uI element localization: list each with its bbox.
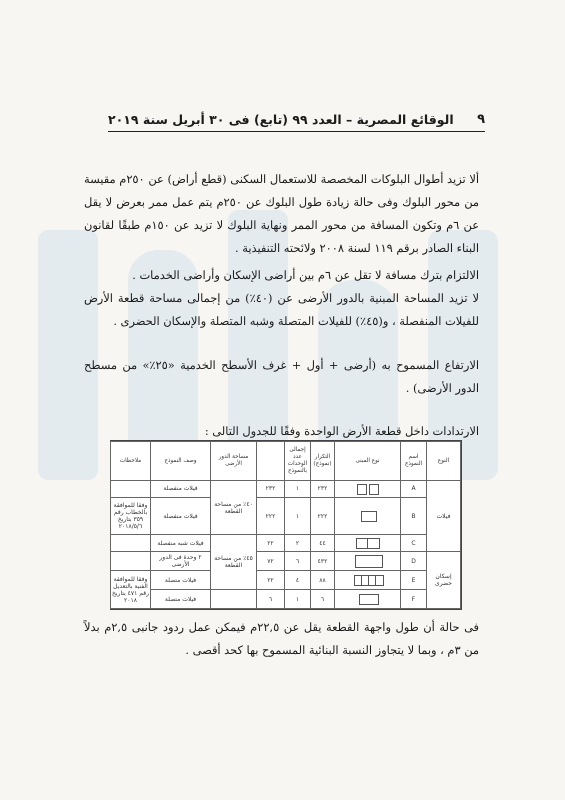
paragraph-setback-services: الالتزام بترك مسافة لا تقل عن ٦م بين أراضى الإسكان وأراضى الخدمات . [132,268,479,282]
cell-repeat: ٤٣٢ [311,552,335,571]
header-total [257,442,285,481]
cell-description: فيلات متصلة [151,571,211,590]
header-building-type: نوع المبنى [335,442,401,481]
cell-total: ٢٢ [257,571,285,590]
paragraph-facade-note: فى حالة أن طول واجهة القطعة يقل عن ٢٢,٥م فيمكن عمل ردود جانبى ٢,٥م بدلاً من ٣م ، وبما لا يتجاوز النسبة البنائية المسموح بها كحد أقصى . [84,620,480,657]
cell-units: ١ [285,590,311,609]
header-units: إجمالى عدد الوحدات بالنموذج [285,442,311,481]
paragraph-setbacks-intro: الارتدادات داخل قطعة الأرض الواحدة وفقًا للجدول التالى : [204,424,479,438]
paragraph-height: الارتفاع المسموح به (أرضى + أول + غرف الأسطح الخدمية «٢٥٪» من مسطح الدور الأرضى) . [84,358,479,395]
cell-units: ٢ [285,535,311,552]
paragraph-built-area: لا تزيد المساحة المبنية بالدور الأرضى عن (٤٠٪) من إجمالى مساحة قطعة الأرض للفيلات المنفصلة ، و(٤٥٪) للفيلات المتصلة وشبه المتصلة والإسكان الحضرى . [84,291,479,328]
table-row [111,481,461,498]
building-plan-icon [335,497,401,534]
cell-description: فيلات منفصلة [151,481,211,498]
building-plan-icon [335,481,401,498]
cell-repeat: ٨٨ [311,571,335,590]
cell-total: ٧٢ [257,552,285,571]
cell-total: ٢٣٢ [257,481,285,498]
table-row [111,571,461,590]
header-repeat: التكرار (نموذج) [311,442,335,481]
area-note-villas: ٤٠٪ من مساحة القطعة [211,481,257,535]
cell-total: ٢٢٢ [257,497,285,534]
building-plan-icon [335,590,401,609]
cell-units: ١ [285,497,311,534]
cell-total: ٦ [257,590,285,609]
model-label: C [401,535,427,552]
header-remarks: ملاحظات [111,442,151,481]
model-label: B [401,497,427,534]
type-villas: فيلات [427,481,461,552]
cell-total: ٢٢ [257,535,285,552]
model-label: F [401,590,427,609]
building-plan-icon [335,535,401,552]
area-note-empty [211,590,257,609]
cell-description: ٢ وحدة فى الدور الأرضى [151,552,211,571]
models-table [110,440,462,610]
cell-repeat: ٢٢٢ [311,497,335,534]
building-plan-icon [335,571,401,590]
cell-description: فيلات منفصلة [151,497,211,534]
cell-repeat: ٢٣٢ [311,481,335,498]
header-type: النوع [427,442,461,481]
table-row [111,535,461,552]
page-number: ٩ [477,112,485,127]
table-row [111,497,461,534]
model-label: D [401,552,427,571]
gazette-title: الوقائع المصرية – العدد ٩٩ (تابع) فى ٣٠ أبريل سنة ٢٠١٩ [108,112,454,127]
cell-remarks [111,552,151,571]
model-label: E [401,571,427,590]
cell-remarks: وفقا للموافقة بالخطاب رقم ٣٥٩ بتاريخ ٢٠١٨/٥/٦ [111,497,151,534]
cell-description: فيلات شبه منفصلة [151,535,211,552]
table-row [111,552,461,571]
cell-units: ٤ [285,571,311,590]
cell-repeat: ٤٤ [311,535,335,552]
type-urban: إسكان حضرى [427,552,461,609]
header-model: اسم النموذج [401,442,427,481]
area-note-urban: ٤٥٪ من مساحة القطعة [211,535,257,590]
header-ground-area: مساحة الدور الأرضى [211,442,257,481]
cell-repeat: ٦ [311,590,335,609]
cell-remarks [111,481,151,498]
cell-description: فيلات متصلة [151,590,211,609]
model-label: A [401,481,427,498]
cell-remarks: وفقا للموافقة الفنية بالتعديل رقم ٤٧١ بتاريخ ٢٠١٨ [111,571,151,609]
cell-units: ١ [285,481,311,498]
cell-remarks [111,535,151,552]
building-plan-icon [335,552,401,571]
header-description: وصف النموذج [151,442,211,481]
paragraph-block-length: ألا تزيد أطوال البلوكات المخصصة للاستعمال السكنى (قطع أراض) عن ٢٥٠م مقيسة من محور البلوك وفى حالة زيادة طول البلوك عن ٢٥٠م يتم عمل ممر بعرض لا يقل عن ٦م وتكون المسافة من محور الممر ونهاية البلوك لا تزيد عن ١٥٠م طبقًا لقانون البناء الصادر برقم ١١٩ لسنة ٢٠٠٨ ولائحته التنفيذية . [84,172,479,255]
page-header [108,112,485,132]
table-row [111,590,461,609]
cell-units: ٦ [285,552,311,571]
